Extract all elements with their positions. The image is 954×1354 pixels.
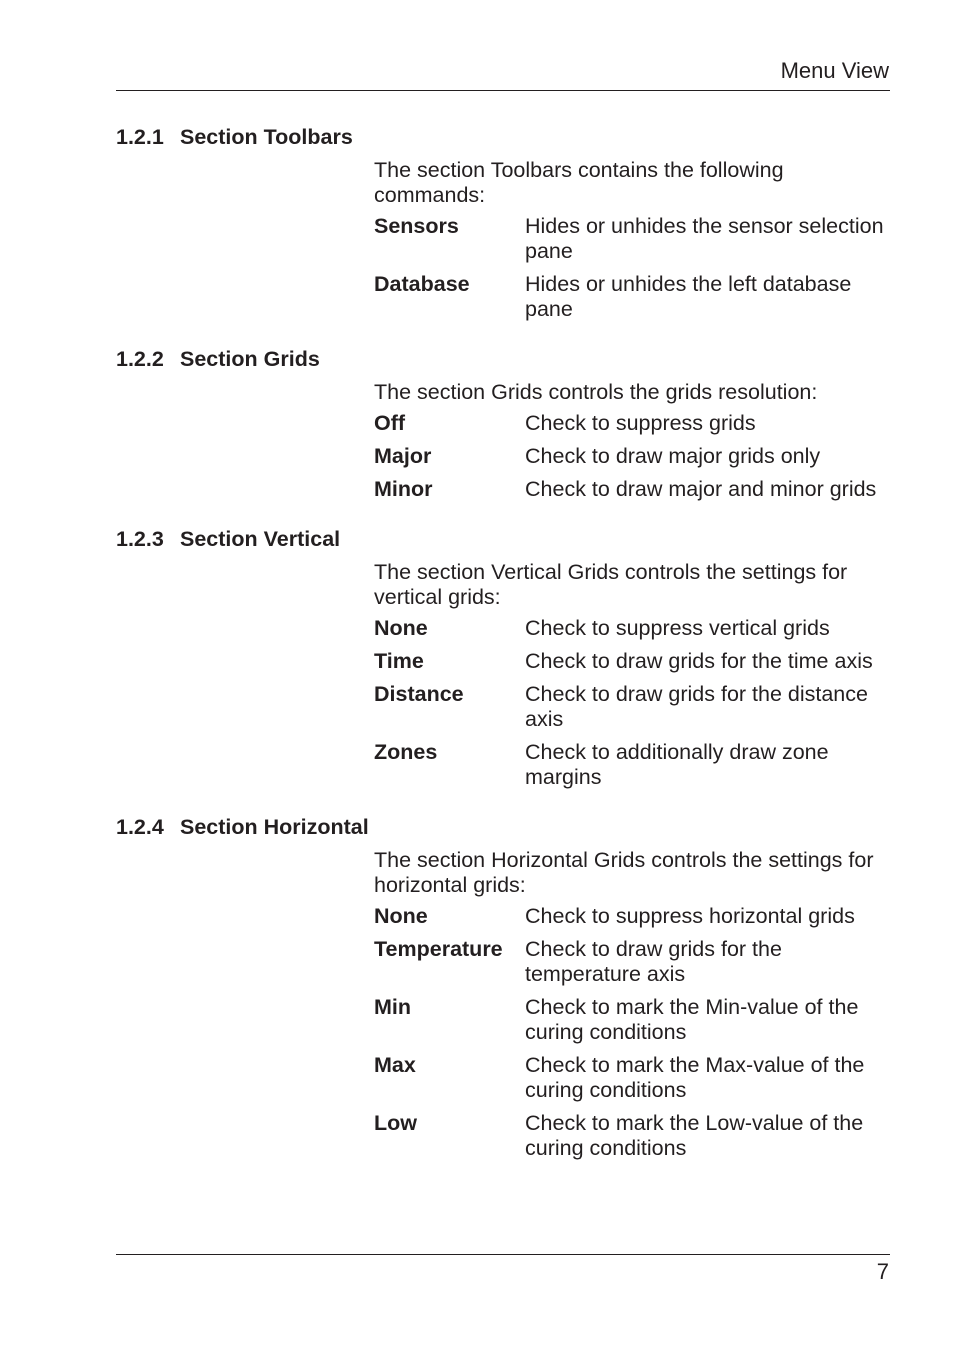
section-heading xyxy=(116,346,890,372)
command-row xyxy=(374,904,890,929)
command-term: Max xyxy=(374,1053,416,1077)
command-row xyxy=(374,1053,890,1103)
command-description: Check to additionally draw zone margins xyxy=(525,740,829,789)
command-row xyxy=(374,995,890,1045)
section-body xyxy=(374,158,890,322)
command-description: Check to draw grids for the distance axis xyxy=(525,682,868,731)
section-number: 1.2.1 xyxy=(116,125,164,149)
command-row xyxy=(374,272,890,322)
command-row xyxy=(374,1111,890,1161)
footer-rule xyxy=(116,1254,890,1255)
command-term: Minor xyxy=(374,477,433,501)
command-term: Temperature xyxy=(374,937,503,961)
section-heading xyxy=(116,526,890,552)
command-row xyxy=(374,616,890,641)
command-row xyxy=(374,477,890,502)
command-description: Check to suppress horizontal grids xyxy=(525,904,855,928)
section-heading xyxy=(116,814,890,840)
section-intro: The section Vertical Grids controls the settings for vertical grids: xyxy=(374,560,848,609)
page-number: 7 xyxy=(876,1259,889,1284)
section-intro: The section Grids controls the grids resolution: xyxy=(374,380,818,404)
command-description: Hides or unhides the sensor selection pane xyxy=(525,214,884,263)
section-body xyxy=(374,380,890,502)
command-term: None xyxy=(374,616,428,640)
command-row xyxy=(374,649,890,674)
section-title: Section Vertical xyxy=(180,527,341,551)
command-term: Off xyxy=(374,411,406,435)
command-description: Hides or unhides the left database pane xyxy=(525,272,852,321)
section-heading xyxy=(116,124,890,150)
section-intro: The section Horizontal Grids controls the settings for horizontal grids: xyxy=(374,848,874,897)
section-toolbars xyxy=(116,124,890,322)
section-number: 1.2.3 xyxy=(116,527,164,551)
command-row xyxy=(374,937,890,987)
command-description: Check to draw grids for the time axis xyxy=(525,649,873,673)
command-description: Check to mark the Max-value of the curing conditions xyxy=(525,1053,865,1102)
command-row xyxy=(374,214,890,264)
section-intro: The section Toolbars contains the following commands: xyxy=(374,158,784,207)
command-description: Check to draw grids for the temperature axis xyxy=(525,937,782,986)
section-body xyxy=(374,560,890,790)
command-term: Time xyxy=(374,649,424,673)
command-term: None xyxy=(374,904,428,928)
command-description: Check to draw major grids only xyxy=(525,444,821,468)
command-row xyxy=(374,411,890,436)
command-term: Distance xyxy=(374,682,464,706)
section-number: 1.2.4 xyxy=(116,815,164,839)
command-row xyxy=(374,682,890,732)
command-term: Major xyxy=(374,444,432,468)
command-description: Check to mark the Min-value of the curing conditions xyxy=(525,995,859,1044)
command-term: Sensors xyxy=(374,214,459,238)
command-description: Check to mark the Low-value of the curing conditions xyxy=(525,1111,864,1160)
section-title: Section Grids xyxy=(180,347,320,371)
command-row xyxy=(374,740,890,790)
section-vertical xyxy=(116,526,890,790)
section-body xyxy=(374,848,890,1161)
command-description: Check to suppress vertical grids xyxy=(525,616,830,640)
command-term: Database xyxy=(374,272,470,296)
command-description: Check to draw major and minor grids xyxy=(525,477,877,501)
section-number: 1.2.2 xyxy=(116,347,164,371)
section-title: Section Toolbars xyxy=(180,125,353,149)
section-horizontal xyxy=(116,814,890,1161)
command-term: Zones xyxy=(374,740,438,764)
command-term: Min xyxy=(374,995,412,1019)
command-description: Check to suppress grids xyxy=(525,411,756,435)
command-row xyxy=(374,444,890,469)
section-title: Section Horizontal xyxy=(180,815,369,839)
header-rule xyxy=(116,90,890,91)
running-header: Menu View xyxy=(780,58,889,83)
page-content xyxy=(116,124,890,1185)
command-term: Low xyxy=(374,1111,417,1135)
section-grids xyxy=(116,346,890,502)
